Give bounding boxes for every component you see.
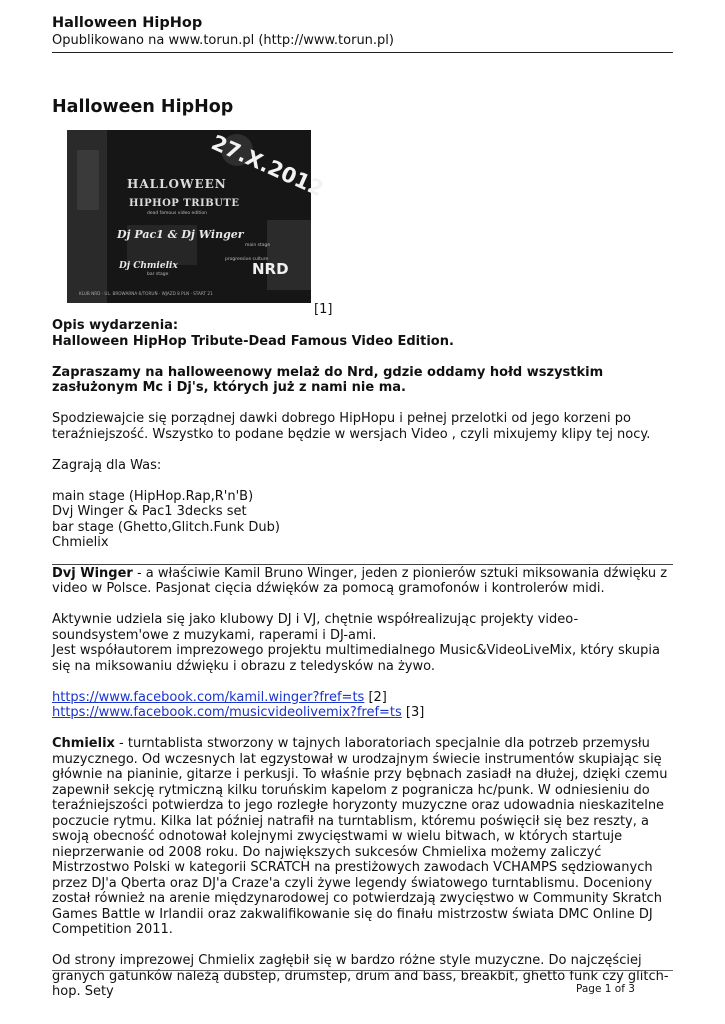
poster-logo: NRD [252,260,289,278]
lineup-item: bar stage (Ghetto,Glitch.Funk Dub) [52,519,280,535]
winger-text-2a: Aktywnie udziela się jako klubowy DJ i VJ, chętnie współrealizując projekty video-soundsystem'owe z muzykami, raperami i DJ-ami. [52,612,579,643]
page-number: Page 1 of 3 [576,983,635,995]
lineup-item: Chmielix [52,535,109,550]
poster-line4b: main stage [245,243,271,248]
poster-line5: Dj Chmielix [119,261,178,271]
winger-paragraph [52,566,673,597]
poster-graphic [67,130,328,303]
intro-paragraph: Zapraszamy na halloweenowy melaż do Nrd, gdzie oddamy hołd wszystkim zasłużonym Mc i Dj's, których już z nami nie ma. [52,364,604,395]
winger-name: Dvj Winger [52,565,133,581]
link-reference: [3] [401,705,425,720]
winger-text-2b: Jest współautorem imprezowego projektu multimedialnego Music&VideoLiveMix, który skupia się na miksowaniu dźwięku i obrazu z teledysków na żywo. [52,643,660,674]
event-label: Opis wydarzenia: [52,318,179,333]
article-body [52,318,673,1015]
event-name: Halloween HipHop Tribute-Dead Famous Video Edition. [52,333,454,349]
link-reference: [2] [364,689,387,705]
poster-org: progressive culture [225,257,269,262]
header-divider [52,52,673,53]
chmielix-name: Chmielix [52,736,115,751]
paragraph-2: Zagrają dla Was: [52,457,162,473]
links-block [52,690,673,721]
image-reference: [1] [314,302,333,317]
poster-line3: dead famous video edition [147,211,207,216]
lineup-item: Dvj Winger & Pac1 3decks set [52,504,247,519]
header-title: Halloween HipHop [52,15,203,31]
last-paragraph: Od strony imprezowej Chmielix zagłębił się w bardzo różne style muzyczne. Do najczęściej granych gatunków należą dubstep, drumstep, drum and bass, breakbit, ghetto funk czy glitch-hop. Sety [52,953,669,999]
paragraph-1: Spodziewajcie się porządnej dawki dobrego HipHopu i pełnej przelotki od jego korzeni po teraźniejszość. Wszystko to podane będzie w wersjach Video , czyli mixujemy klipy tej nocy. [52,411,651,442]
footer-divider [52,970,673,971]
chmielix-paragraph [52,736,673,938]
poster-footer: KLUB NRD · UL. BROWARNA 6/TORUŃ · WJAZD 8 PLN · START 21 [79,291,213,296]
header-subtitle: Opublikowano na www.torun.pl (http://www.torun.pl) [52,33,394,48]
poster-line1: HALLOWEEN [127,177,227,191]
poster-date: 27.X.2012 [207,130,328,202]
facebook-link-winger[interactable]: https://www.facebook.com/kamil.winger?fref=ts [52,689,365,705]
poster-line2: HIPHOP TRIBUTE [129,198,240,209]
poster-line5b: bar stage [147,272,169,277]
winger-paragraph-2 [52,612,673,674]
lineup-item: main stage (HipHop.Rap,R'n'B) [52,488,254,504]
chmielix-text: - turntablista stworzony w tajnych laboratoriach specjalnie dla potrzeb przemysłu muzycznego. Od wczesnych lat egzystował w urodzajnym świecie instrumentów skupiając się głównie na pianinie, gitarze i perkusji. To właśnie przy bębnach zasiadł na dłużej, dzięki czemu zapewnił sekcję rytmiczną kilku toruńskim kapelom z pogranicza hc/punk. W odniesieniu do teraźniejszości potwierdza to jego rozległe horyzonty muzyczne oraz udowadnia nieskazitelne poczucie rytmu. Kilka lat później natrafił na turntablism, któremu poświęcił się bez reszty, a swoją obecność odnotował kolejnymi zwycięstwami w wielu bitwach, w których startuje nieprzerwanie od 2008 roku. Do największych sukcesów Chmielixa możemy zaliczyć Mistrzostwo Polski w kategorii SCRATCH na prestiżowych zawodach VCHAMPS sędziowanych przez DJ'a Qberta oraz DJ'a Craze'a czyli żywe legendy światowego turntablismu. Doceniony został również na arenie międzynarodowej co potwierdzają zwycięstwo w Community Skratch Games Battle w Irlandii oraz zakwalifikowanie się do finału mistrzostw świata DMC Online DJ Competition 2011. [52,736,668,937]
section-divider [52,564,673,565]
facebook-link-musicvideolivemix[interactable]: https://www.facebook.com/musicvideolivemix?fref=ts [52,705,402,720]
poster-line4: Dj Pac1 & Dj Winger [117,228,244,241]
event-poster-image[interactable] [67,130,328,303]
winger-text: - a właściwie Kamil Bruno Winger, jeden z pionierów sztuki miksowania dźwięku z video w Polsce. Pasjonat cięcia dźwięków za pomocą gramofonów i kontrolerów midi. [52,565,668,596]
article-title: Halloween HipHop [52,97,234,117]
lineup-list [52,489,673,551]
